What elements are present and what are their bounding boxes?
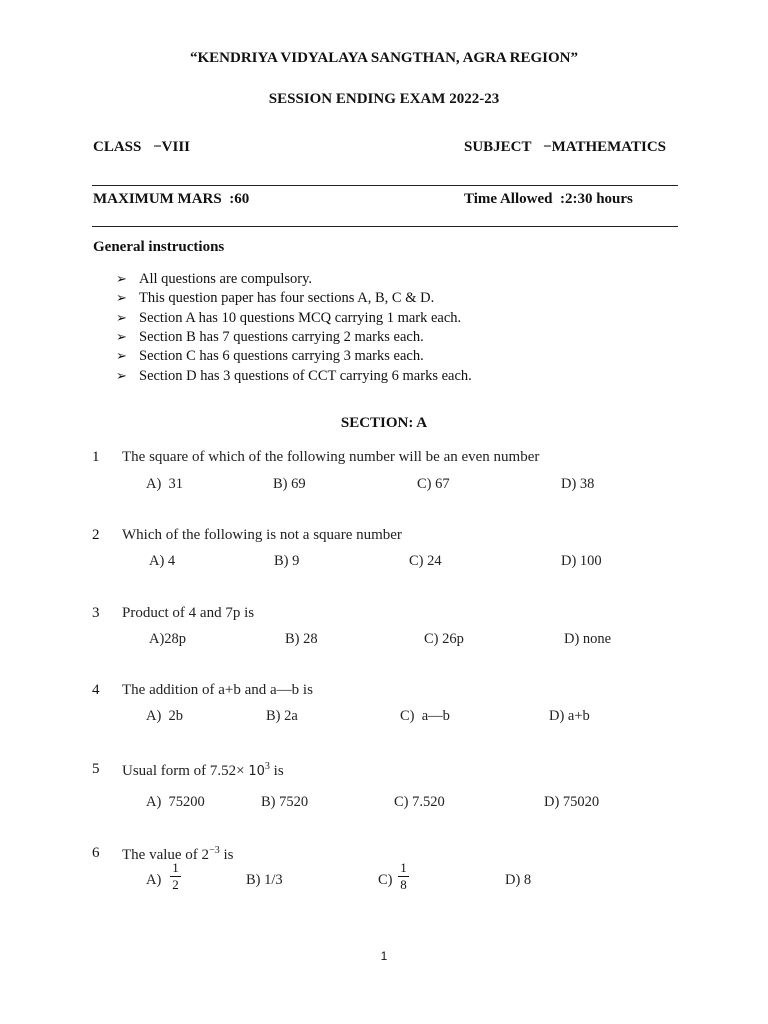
option-c: C) a—b bbox=[400, 708, 450, 724]
instruction-item: Section D has 3 questions of CCT carrying 6 marks each. bbox=[139, 368, 472, 384]
class-label: CLASS bbox=[93, 139, 142, 155]
subject-value: −MATHEMATICS bbox=[543, 139, 667, 155]
instruction-item: All questions are compulsory. bbox=[139, 271, 313, 287]
arrow-bullet-icon: ➢ bbox=[116, 329, 127, 344]
option-b: B) 69 bbox=[273, 476, 306, 492]
option-a: A) 4 bbox=[149, 553, 176, 569]
fraction-denominator: 2 bbox=[172, 877, 179, 892]
class-value: −VIII bbox=[153, 139, 191, 155]
question-text: The square of which of the following number will be an even number bbox=[122, 449, 540, 465]
question-number: 2 bbox=[92, 527, 100, 543]
fraction-denominator: 8 bbox=[400, 877, 407, 892]
option-d: D) a+b bbox=[549, 708, 590, 724]
question-text: Usual form of $7.52\times 10^3$ is bbox=[122, 761, 284, 779]
option-c: C) bbox=[378, 872, 393, 888]
option-a: A)28p bbox=[149, 631, 187, 647]
page-number: 1 bbox=[380, 949, 388, 963]
option-a: A) bbox=[146, 872, 162, 888]
question-text: The addition of a+b and a—b is bbox=[122, 682, 313, 698]
option-b: B) 7520 bbox=[261, 794, 309, 810]
class-field bbox=[93, 139, 190, 156]
question-text: Product of 4 and 7p is bbox=[122, 605, 255, 621]
option-d: D) 38 bbox=[561, 476, 595, 492]
option-d: D) none bbox=[564, 631, 612, 647]
org-title: “KENDRIYA VIDYALAYA SANGTHAN, AGRA REGION” bbox=[189, 50, 579, 66]
question-number: 3 bbox=[92, 605, 100, 621]
option-c: C) 7.520 bbox=[394, 794, 445, 810]
question-number: 1 bbox=[92, 449, 100, 465]
option-c: C) 26p bbox=[424, 631, 464, 647]
question-number: 5 bbox=[92, 761, 100, 777]
option-d: D) 8 bbox=[505, 872, 532, 888]
fraction-c bbox=[398, 861, 409, 892]
option-a: A) 75200 bbox=[146, 794, 205, 810]
arrow-bullet-icon: ➢ bbox=[116, 348, 127, 363]
option-b: B) 1/3 bbox=[246, 872, 283, 888]
question-text: The value of $2^{-3}$ is bbox=[122, 845, 234, 863]
option-b: B) 2a bbox=[266, 708, 298, 724]
question-text: Which of the following is not a square number bbox=[122, 527, 402, 543]
instruction-item: Section C has 6 questions carrying 3 marks each. bbox=[139, 348, 424, 364]
option-d: D) 100 bbox=[561, 553, 602, 569]
option-b: B) 28 bbox=[285, 631, 318, 647]
max-marks: MAXIMUM MARS :60 bbox=[93, 191, 250, 207]
fraction-a bbox=[170, 861, 181, 892]
fraction-numerator: 1 bbox=[400, 860, 407, 875]
option-a: A) 2b bbox=[146, 708, 184, 724]
exam-title: SESSION ENDING EXAM 2022-23 bbox=[268, 91, 500, 107]
fraction-numerator: 1 bbox=[172, 860, 179, 875]
arrow-bullet-icon: ➢ bbox=[116, 368, 127, 383]
arrow-bullet-icon: ➢ bbox=[116, 310, 127, 325]
header-divider-top bbox=[92, 185, 678, 186]
header-divider-bottom bbox=[92, 226, 678, 227]
instruction-item: Section A has 10 questions MCQ carrying 1 mark each. bbox=[139, 310, 462, 326]
arrow-bullet-icon: ➢ bbox=[116, 290, 127, 305]
subject-field bbox=[464, 139, 666, 156]
option-b: B) 9 bbox=[274, 553, 300, 569]
question-number: 6 bbox=[92, 845, 100, 861]
instruction-item: Section B has 7 questions carrying 2 marks each. bbox=[139, 329, 424, 345]
option-a: A) 31 bbox=[146, 476, 184, 492]
subject-label: SUBJECT bbox=[464, 139, 532, 155]
instruction-item: This question paper has four sections A, B, C & D. bbox=[139, 290, 435, 306]
instructions-title: General instructions bbox=[93, 239, 225, 255]
time-allowed: Time Allowed :2:30 hours bbox=[464, 191, 633, 207]
arrow-bullet-icon: ➢ bbox=[116, 271, 127, 286]
option-c: C) 67 bbox=[417, 476, 450, 492]
section-title: SECTION: A bbox=[340, 415, 428, 431]
option-d: D) 75020 bbox=[544, 794, 600, 810]
question-number: 4 bbox=[92, 682, 100, 698]
option-c: C) 24 bbox=[409, 553, 442, 569]
